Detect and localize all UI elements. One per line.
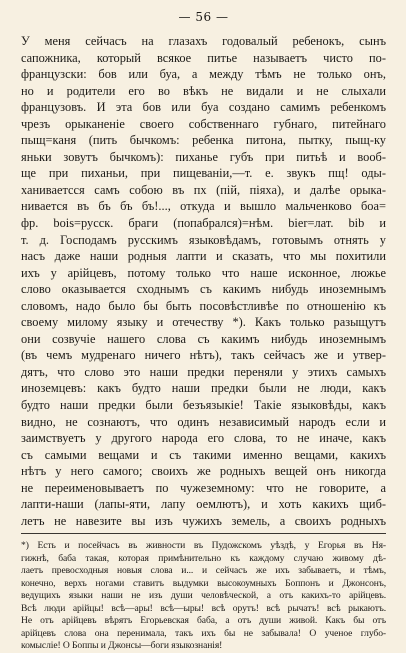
text-line: лапти-наши (лапы-яти, лапу оемлютъ), и хоть какихъ щиб- xyxy=(21,497,386,512)
footnote-line: ведущихъ языки наши не изъ души человѣческой, а отъ какихъ-то арійцевъ. xyxy=(21,590,386,602)
text-line: чрезъ орыканеніе своего собственнаго губнаго, питейнаго xyxy=(21,116,386,131)
text-line: словомъ, надо было бы быть посовѣстливѣе по отношенію къ xyxy=(21,298,386,313)
page-number: — 56 — xyxy=(178,10,229,24)
text-line: французски: бов или буа, а между тѣмъ не только онъ, xyxy=(21,67,386,82)
text-line: дятъ, что слово это наши предки переняли у этихъ самыхъ xyxy=(21,364,386,379)
text-line: заимствуетъ у другого народа его слова, то не иначе, какъ xyxy=(21,431,386,446)
footnote-line: комысліе! О Боппы и Джонсы—боги языкознанія! xyxy=(21,640,223,652)
text-line: видно, не сознаютъ, что одинъ независимый народъ если и xyxy=(21,414,386,429)
text-line: У меня сейчасъ на глазахъ годовалый ребенокъ, сынъ xyxy=(21,34,386,48)
text-line: пыщ=каня (пить бычкомъ: ребенка питона, пытку, пыщ-ку xyxy=(21,133,386,148)
footnote-line: конечно, верхъ ногами ставитъ выдумки высокоумныхъ Боппонъ и Джонсонъ, xyxy=(21,577,386,589)
text-line: не переименовываетъ по чужеземному: что не говорите, а xyxy=(21,480,386,495)
main-text xyxy=(21,33,386,529)
text-line: фр. bois=русск. браги (попабрался)=нѣм. bier=лат. bib и xyxy=(21,216,386,231)
text-line: иноземцевъ: какъ будто наши предки были не люди, какъ xyxy=(21,381,386,396)
footnote-line: арійцевъ слова она перенимала, такъ ихъ бы не забывала! О ученое глубо- xyxy=(21,627,386,639)
text-line: ханиваетсся самъ собою въ пх (пій, пiяха), и далѣе орыка- xyxy=(21,182,386,197)
text-line: нѣтъ у него самого; своихъ же родныхъ вещей онъ никогда xyxy=(21,464,386,479)
text-line: т. д. Господамъ русскимъ языковѣдамъ, готовымъ отнять у xyxy=(21,232,386,247)
text-line: съ самыми вещами и съ такими именно вещами, какихъ xyxy=(21,447,386,462)
text-line: яньки зовутъ бычкомъ): пиханье губъ при питьѣ и вооб- xyxy=(21,149,386,164)
text-line: будто наши предки были безъязыкіе! Такіе языковѣды, какъ xyxy=(21,398,386,413)
text-line: насъ даже наши родныя лапти и сказать, что мы похитили xyxy=(21,249,386,264)
footnote-line: *) Есть и посейчасъ въ живности въ Пудожскомъ уѣздѣ, у Егорья въ Ня- xyxy=(21,540,386,552)
text-line: слово оказывается сходнымъ съ какимъ нибудь иноземнымъ xyxy=(21,282,386,297)
footnote-line: Не отъ арійцевъ вѣрятъ Егорьевская баба, а отъ души живой. Какъ бы отъ xyxy=(21,615,386,627)
text-line: ихъ у арійцевъ, потому только что наше исконное, люжье xyxy=(21,265,386,280)
text-line: они созвучіе нашего слова съ какимъ нибудь иноземнымъ xyxy=(21,331,386,346)
text-line: своему милому языку и отечеству *). Какъ только разыщутъ xyxy=(21,315,386,330)
text-line: ще при пиханьи, при пищеваніи,—т. е. звукъ пщ! оды- xyxy=(21,166,386,181)
text-line: (въ чемъ мудренаго ничего нѣтъ), такъ сейчасъ же и утвер- xyxy=(21,348,386,363)
text-line: сапожника, который всякое питье называетъ чисто по- xyxy=(21,50,386,65)
footnote-line: гижнѣ, баба такая, которая примѣнительно къ каждому случаю живому дѣ- xyxy=(21,552,386,564)
text-line: нивается въ бъ бъ бъ!..., откуда и вышло мальченково боа= xyxy=(21,199,386,214)
text-line: французовъ. И эта бов или буа создано самимъ ребенкомъ xyxy=(21,100,386,115)
footnote-line: Всѣ люди арійцы! всѣ—ары! всѣ—ыры! всѣ орутъ! всѣ рычатъ! всѣ рыкаютъ. xyxy=(21,602,386,614)
footnote xyxy=(21,540,386,653)
footnote-line: лаетъ превосходныя новыя слова и... и сейчасъ же ихъ забываетъ, и тѣмъ, xyxy=(21,565,386,577)
footnote-divider xyxy=(21,533,386,534)
text-line: но и родители его во вѣкъ не видали и не слыхали xyxy=(21,83,386,98)
text-line: летъ не навезите вы изъ чужихъ земель, а своихъ родныхъ xyxy=(21,513,386,528)
